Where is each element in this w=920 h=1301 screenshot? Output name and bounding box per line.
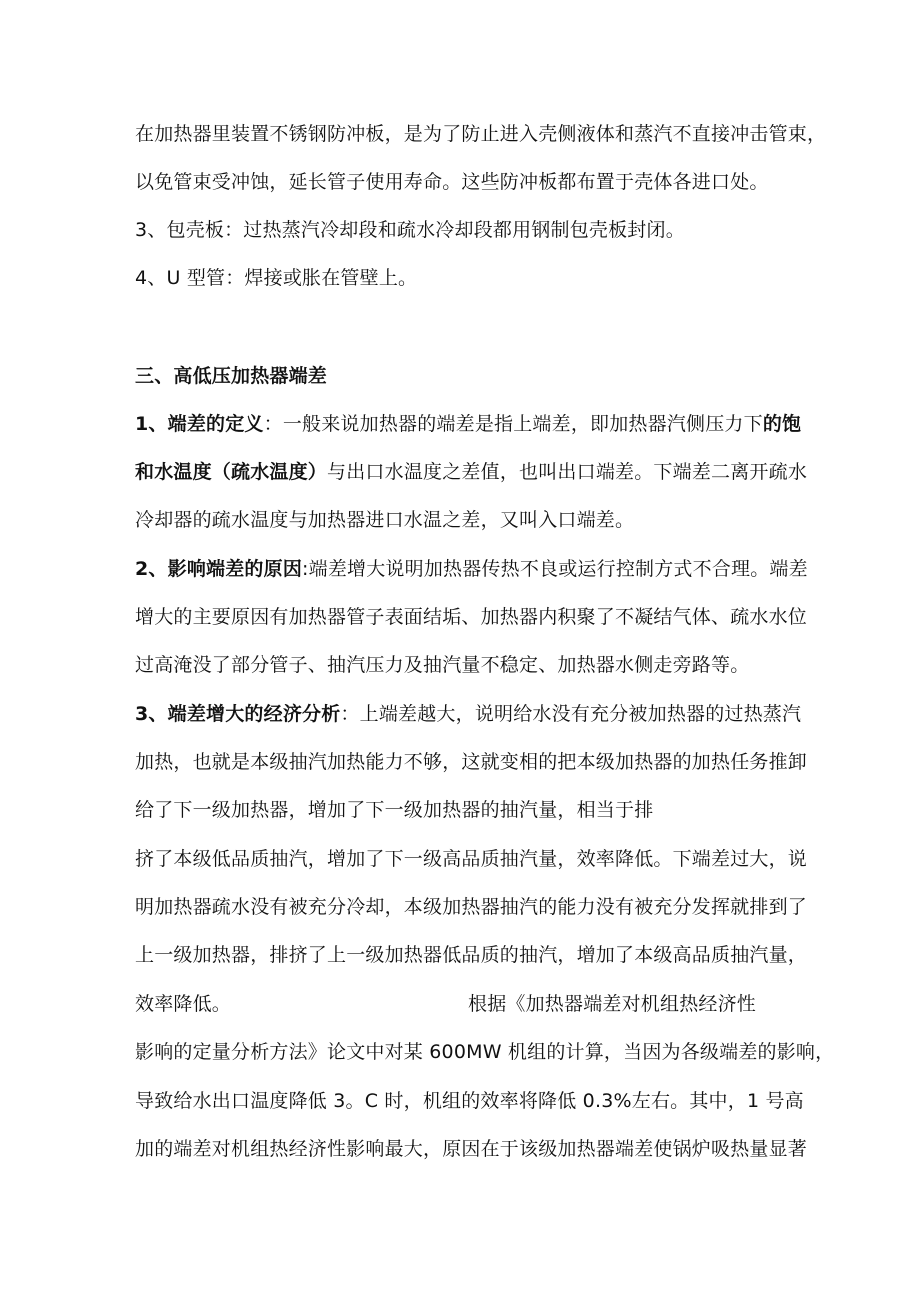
item1-line-1 bbox=[135, 411, 802, 437]
item3-line-6: 上一级加热器，排挤了上一级加热器低品质的抽汽，增加了本级高品质抽汽量， bbox=[135, 944, 808, 966]
item2-line-3: 过高淹没了部分管子、抽汽压力及抽汽量不稳定、加热器水侧走旁路等。 bbox=[135, 654, 750, 676]
item3-line-9: 导致给水出口温度降低 3。C 时，机组的效率将降低 0.3%左右。其中，1 号高 bbox=[135, 1090, 804, 1112]
item3-line-8: 影响的定量分析方法》论文中对某 600MW 机组的计算，当因为各级端差的影响， bbox=[135, 1041, 835, 1063]
item3-line-3: 给了下一级加热器，增加了下一级加热器的抽汽量，相当于排 bbox=[135, 799, 654, 821]
item3-line-10: 加的端差对机组热经济性影响最大，原因在于该级加热器端差使锅炉吸热量显著 bbox=[135, 1138, 808, 1160]
item3-line-7-right: 根据《加热器端差对机组热经济性 bbox=[468, 993, 757, 1015]
item3-line-2: 加热，也就是本级抽汽加热能力不够，这就变相的把本级加热器的加热任务推卸 bbox=[135, 751, 808, 773]
item2-text: :端差增大说明加热器传热不良或运行控制方式不合理。端差 bbox=[302, 558, 808, 580]
item3-line-5: 明加热器疏水没有被充分冷却，本级加热器抽汽的能力没有被充分发挥就排到了 bbox=[135, 896, 808, 918]
item2-label: 2、影响端差的原因 bbox=[135, 558, 303, 580]
list-item-4: 4、U 型管：焊接或胀在管壁上。 bbox=[135, 267, 418, 289]
item3-text: ：上端差越大，说明给水没有充分被加热器的过热蒸汽 bbox=[340, 703, 802, 725]
item1-bold-text: 的饱 bbox=[762, 413, 802, 435]
list-item-3: 3、包壳板：过热蒸汽冷却段和疏水冷却段都用钢制包壳板封闭。 bbox=[135, 219, 685, 241]
paragraph-line: 以免管束受冲蚀，延长管子使用寿命。这些防冲板都布置于壳体各进口处。 bbox=[135, 171, 769, 193]
item2-line-1 bbox=[135, 556, 808, 582]
item1-label: 1、端差的定义 bbox=[135, 413, 264, 435]
item2-line-2: 增大的主要原因有加热器管子表面结垢、加热器内积聚了不凝结气体、疏水水位 bbox=[135, 606, 808, 628]
item1-text: 与出口水温度之差值，也叫出口端差。下端差二离开疏水 bbox=[327, 461, 808, 483]
item3-line-4: 挤了本级低品质抽汽，增加了下一级高品质抽汽量，效率降低。下端差过大，说 bbox=[135, 848, 808, 870]
item3-line-7-left: 效率降低。 bbox=[135, 993, 232, 1015]
item1-line-3: 冷却器的疏水温度与加热器进口水温之差，又叫入口端差。 bbox=[135, 509, 635, 531]
item3-label: 3、端差增大的经济分析 bbox=[135, 703, 341, 725]
paragraph-line: 在加热器里装置不锈钢防冲板，是为了防止进入壳侧液体和蒸汽不直接冲击管束， bbox=[135, 123, 827, 145]
item3-line-1 bbox=[135, 701, 802, 727]
section-heading: 三、高低压加热器端差 bbox=[135, 365, 328, 387]
item1-bold-text: 和水温度（疏水温度） bbox=[135, 461, 328, 483]
item1-line-2 bbox=[135, 459, 808, 485]
item1-text: ：一般来说加热器的端差是指上端差，即加热器汽侧压力下 bbox=[263, 413, 763, 435]
